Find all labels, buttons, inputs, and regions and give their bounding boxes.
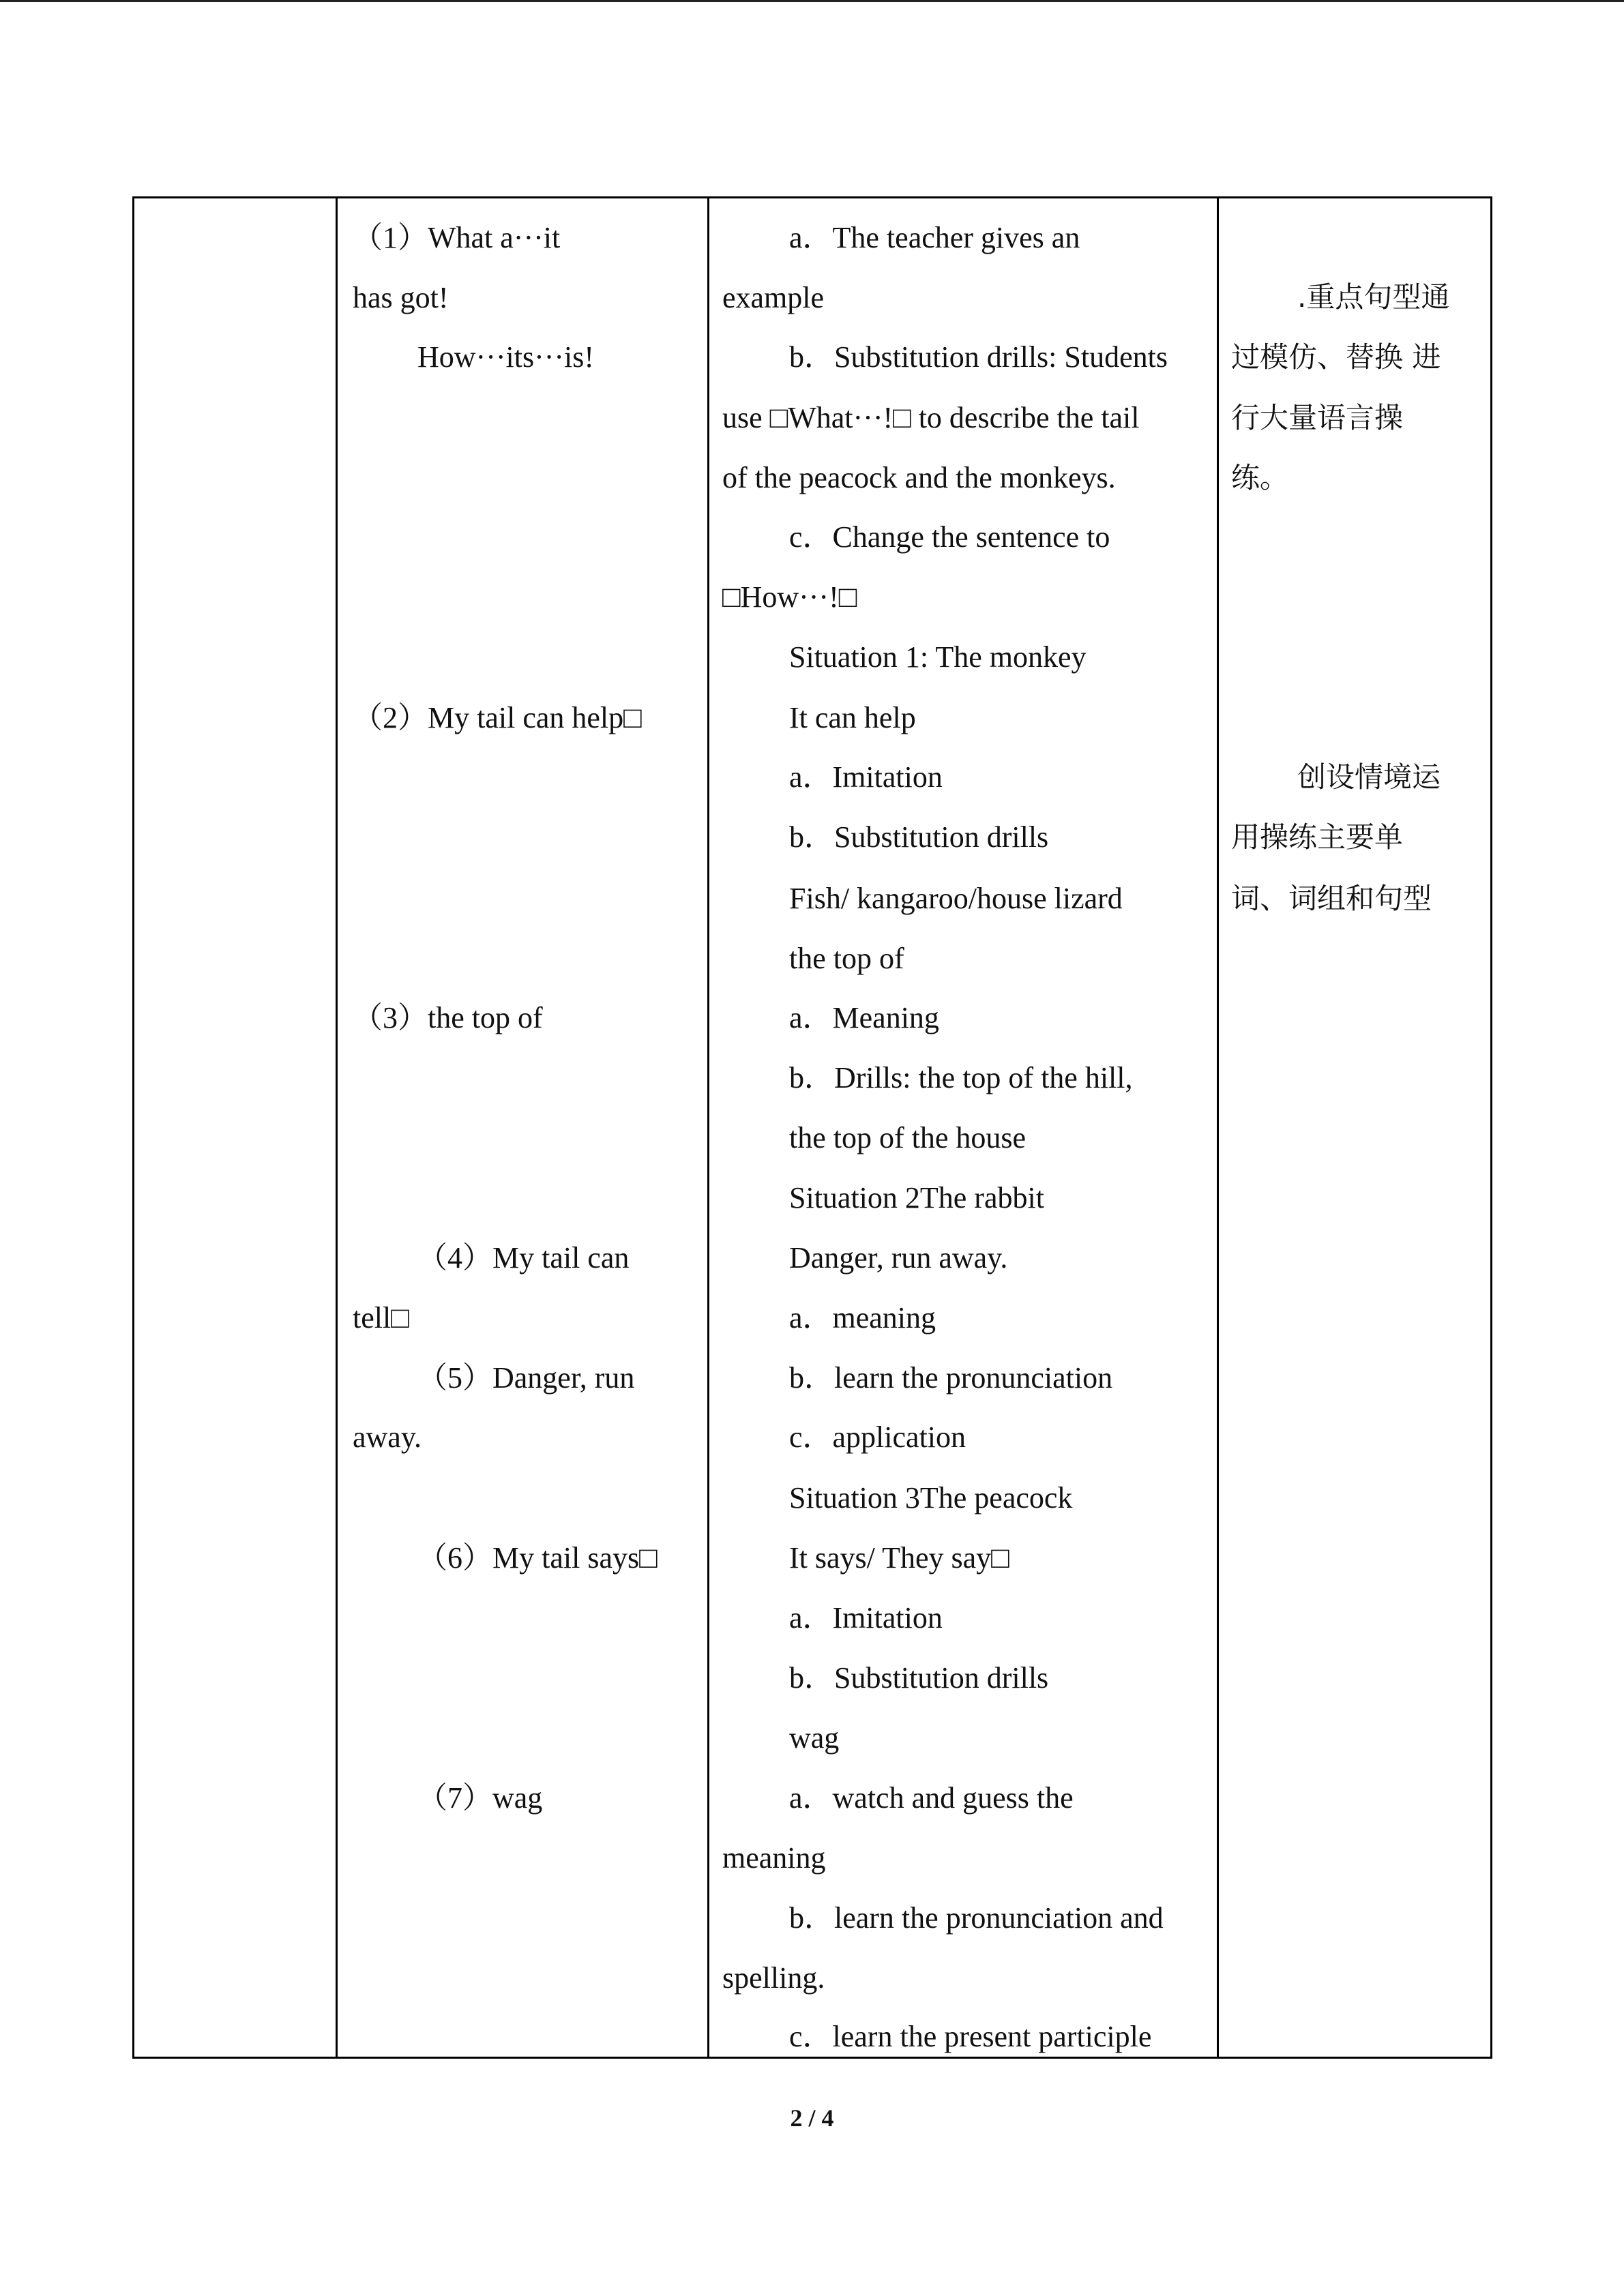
item-4-line-1: （4）My tail can: [417, 1241, 630, 1274]
item-2: （2）My tail can help□: [353, 701, 642, 734]
page-number: 2 / 4: [790, 2104, 834, 2132]
activity-line: Situation 2The rabbit: [789, 1181, 1044, 1214]
item-5-line-1: （5）Danger, run: [417, 1361, 635, 1395]
activity-line: □How···!□: [722, 580, 857, 614]
activity-line: the top of: [789, 942, 904, 975]
activity-line: b．Substitution drills: [789, 1661, 1049, 1695]
item-7: （7）wag: [417, 1781, 543, 1815]
activity-line: use □What···!□ to describe the tail: [722, 401, 1140, 434]
activity-line: b．Drills: the top of the hill,: [789, 1061, 1133, 1094]
item-5-line-2: away.: [353, 1420, 422, 1454]
item-1-line-2: has got!: [353, 281, 449, 314]
purpose-line: 创设情境运: [1297, 760, 1441, 794]
activity-line: c．learn the present participle: [789, 2020, 1152, 2053]
column-divider: [707, 198, 709, 2057]
purpose-line: 词、词组和句型: [1231, 882, 1432, 915]
activity-line: a．Imitation: [789, 1601, 943, 1635]
purpose-line: 过模仿、替换 进: [1231, 340, 1441, 374]
activity-line: of the peacock and the monkeys.: [722, 461, 1116, 494]
activity-line: spelling.: [722, 1961, 825, 1995]
activity-line: b．Substitution drills: Students: [789, 340, 1168, 374]
lesson-plan-table: [132, 196, 1492, 2059]
item-3: （3）the top of: [353, 1001, 543, 1034]
item-1-line-3: How···its···is!: [417, 340, 595, 374]
top-border-line: [0, 0, 1624, 2]
activity-line: Fish/ kangaroo/house lizard: [789, 882, 1123, 915]
activity-line: Situation 3The peacock: [789, 1481, 1073, 1515]
activity-line: a．Imitation: [789, 760, 943, 794]
activity-line: Situation 1: The monkey: [789, 640, 1087, 674]
activity-line: It says/ They say□: [789, 1541, 1009, 1575]
activity-line: meaning: [722, 1841, 826, 1875]
activity-line: a．Meaning: [789, 1001, 939, 1034]
activity-line: a．meaning: [789, 1301, 936, 1335]
column-divider: [1217, 198, 1219, 2057]
item-4-line-2: tell□: [353, 1301, 409, 1335]
activity-line: b．learn the pronunciation and: [789, 1901, 1164, 1935]
item-1-line-1: （1）What a···it: [353, 221, 561, 254]
purpose-line: 用操练主要单: [1231, 820, 1404, 854]
activity-line: the top of the house: [789, 1121, 1027, 1154]
purpose-line: 行大量语言操: [1231, 401, 1404, 434]
activity-line: a．The teacher gives an: [789, 221, 1080, 254]
purpose-line: 练。: [1231, 461, 1289, 494]
activity-line: Danger, run away.: [789, 1241, 1008, 1274]
activity-line: a．watch and guess the: [789, 1781, 1074, 1815]
activity-line: c．application: [789, 1420, 966, 1454]
activity-line: b．learn the pronunciation: [789, 1361, 1113, 1395]
activity-line: It can help: [789, 701, 916, 734]
purpose-line: .重点句型通: [1297, 280, 1450, 314]
activity-line: example: [722, 281, 825, 314]
activity-line: c．Change the sentence to: [789, 520, 1110, 554]
activity-line: b．Substitution drills: [789, 820, 1049, 854]
column-divider: [336, 198, 338, 2057]
activity-line: wag: [789, 1721, 840, 1755]
item-6: （6）My tail says□: [417, 1541, 658, 1575]
